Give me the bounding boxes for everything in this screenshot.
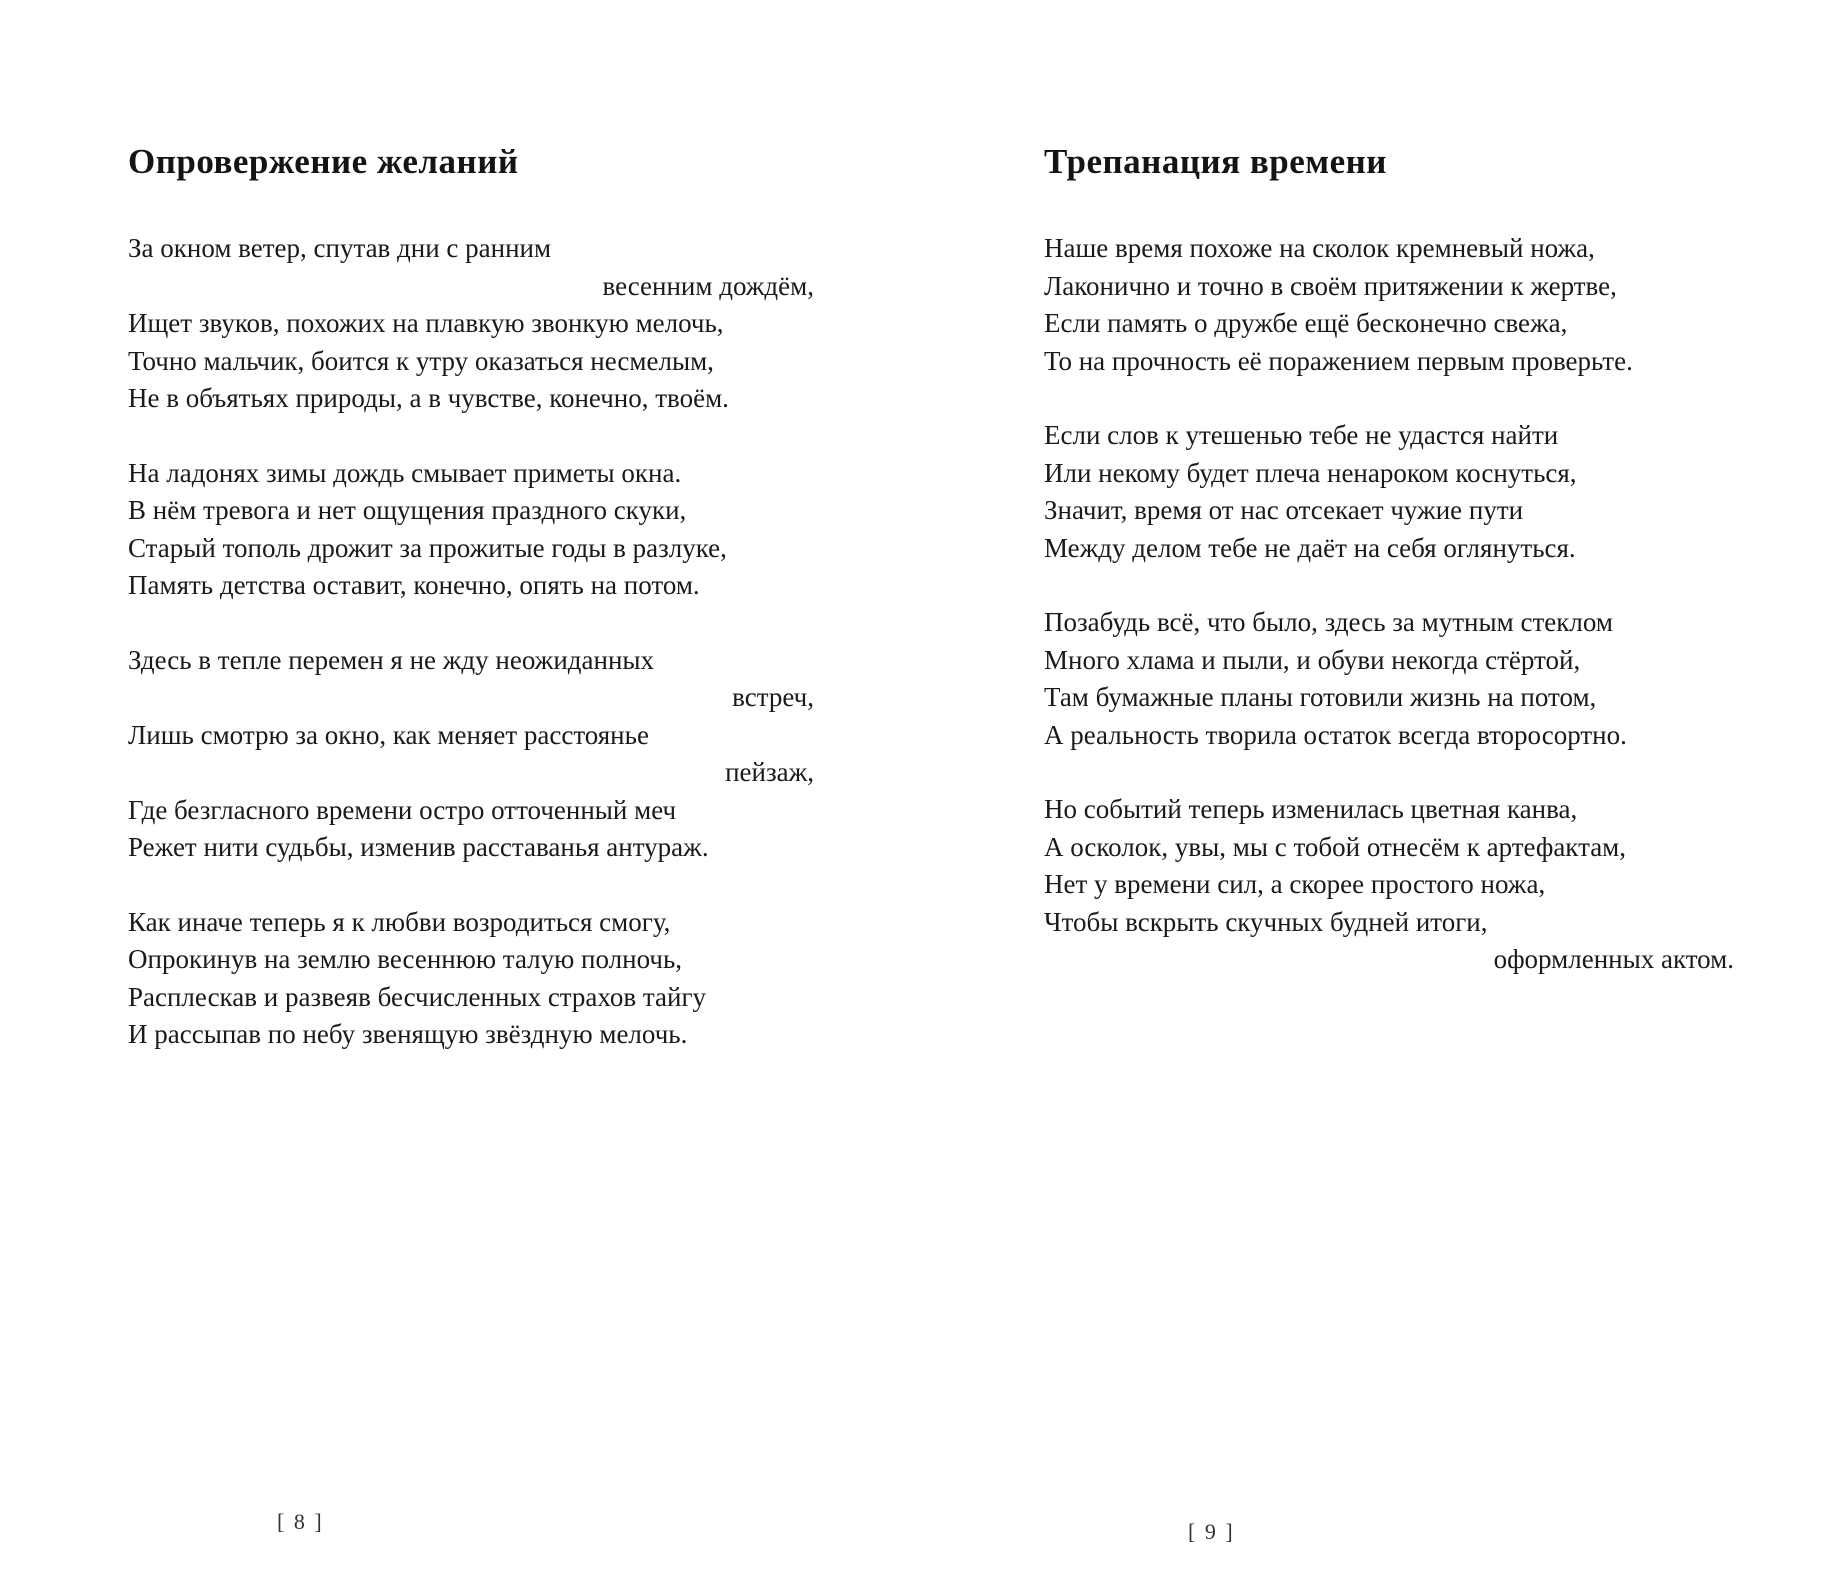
verse-line: Много хлама и пыли, и обуви некогда стёртой, bbox=[1044, 644, 1581, 675]
stanza bbox=[1044, 417, 1734, 567]
stanza bbox=[1044, 604, 1734, 754]
poem-title: Опровержение желаний bbox=[128, 142, 519, 181]
verse-line: Между делом тебе не даёт на себя оглянуться. bbox=[1044, 532, 1576, 563]
verse-line: Если слов к утешенью тебе не удастся найти bbox=[1044, 420, 1559, 450]
verse-line-continuation: весенним дождём, bbox=[602, 270, 814, 301]
stanza bbox=[1044, 230, 1734, 380]
verse-line: Чтобы вскрыть скучных будней итоги, bbox=[1044, 906, 1488, 937]
poem-title: Трепанация времени bbox=[1044, 142, 1387, 181]
verse-line: Как иначе теперь я к любви возродиться смогу, bbox=[128, 906, 671, 937]
verse-line: Там бумажные планы готовили жизнь на потом, bbox=[1044, 682, 1597, 712]
verse-line: Память детства оставит, конечно, опять на потом. bbox=[128, 570, 700, 600]
verse-line: Где безгласного времени остро отточенный меч bbox=[128, 794, 677, 825]
stanzas bbox=[128, 230, 814, 1054]
poem-left bbox=[128, 140, 814, 1091]
stanza bbox=[128, 455, 814, 605]
verse-line: Опрокинув на землю весеннюю талую полночь, bbox=[128, 944, 683, 974]
verse-line: Наше время похоже на сколок кремневый ножа, bbox=[1044, 233, 1595, 263]
verse-line: Старый тополь дрожит за прожитые годы в разлуке, bbox=[128, 532, 727, 563]
verse-line: На ладонях зимы дождь смывает приметы окна. bbox=[128, 457, 682, 488]
verse-line: Режет нити судьбы, изменив расставанья антураж. bbox=[128, 832, 709, 862]
verse-line: Точно мальчик, боится к утру оказаться несмелым, bbox=[128, 345, 714, 376]
poem-right bbox=[1044, 140, 1734, 1016]
verse-line-continuation: встреч, bbox=[732, 682, 814, 712]
verse-line: А реальность творила остаток всегда второсортно. bbox=[1044, 719, 1627, 750]
verse-line: А осколок, увы, мы с тобой отнесём к артефактам, bbox=[1044, 831, 1627, 862]
page-number: [ 9 ] bbox=[1188, 1519, 1235, 1544]
verse-line-continuation: оформленных актом. bbox=[1493, 944, 1734, 974]
verse-line: За окном ветер, спутав дни с ранним bbox=[128, 233, 552, 263]
verse-line: Или некому будет плеча ненароком коснуться, bbox=[1044, 457, 1577, 488]
stanzas bbox=[1044, 230, 1734, 979]
verse-line: В нём тревога и нет ощущения праздного скуки, bbox=[128, 495, 687, 525]
verse-line: Лаконично и точно в своём притяжении к жертве, bbox=[1044, 270, 1617, 301]
verse-line: Не в объятьях природы, а в чувстве, конечно, твоём. bbox=[128, 383, 729, 413]
verse-line-continuation: пейзаж, bbox=[725, 757, 814, 787]
page-number: [ 8 ] bbox=[277, 1509, 324, 1534]
stanza bbox=[128, 904, 814, 1054]
verse-line: Значит, время от нас отсекает чужие пути bbox=[1044, 495, 1524, 525]
verse-line: Но событий теперь изменилась цветная канва, bbox=[1044, 794, 1578, 824]
verse-line: Здесь в тепле перемен я не жду неожиданных bbox=[128, 644, 655, 675]
stanza bbox=[1044, 791, 1734, 979]
verse-line: Нет у времени сил, а скорее простого ножа, bbox=[1044, 869, 1546, 899]
verse-line: Ищет звуков, похожих на плавкую звонкую мелочь, bbox=[128, 308, 724, 338]
verse-line: Расплескав и развеяв бесчисленных страхов тайгу bbox=[128, 981, 707, 1012]
verse-line: И рассыпав по небу звенящую звёздную мелочь. bbox=[128, 1019, 688, 1049]
right-page bbox=[924, 0, 1848, 1588]
stanza bbox=[128, 230, 814, 418]
verse-line: Если память о дружбе ещё бесконечно свежа, bbox=[1044, 308, 1568, 338]
verse-line: То на прочность её поражением первым проверьте. bbox=[1044, 345, 1633, 376]
verse-line: Лишь смотрю за окно, как меняет расстоянье bbox=[128, 719, 649, 750]
stanza bbox=[128, 642, 814, 867]
verse-line: Позабудь всё, что было, здесь за мутным стеклом bbox=[1044, 607, 1613, 637]
